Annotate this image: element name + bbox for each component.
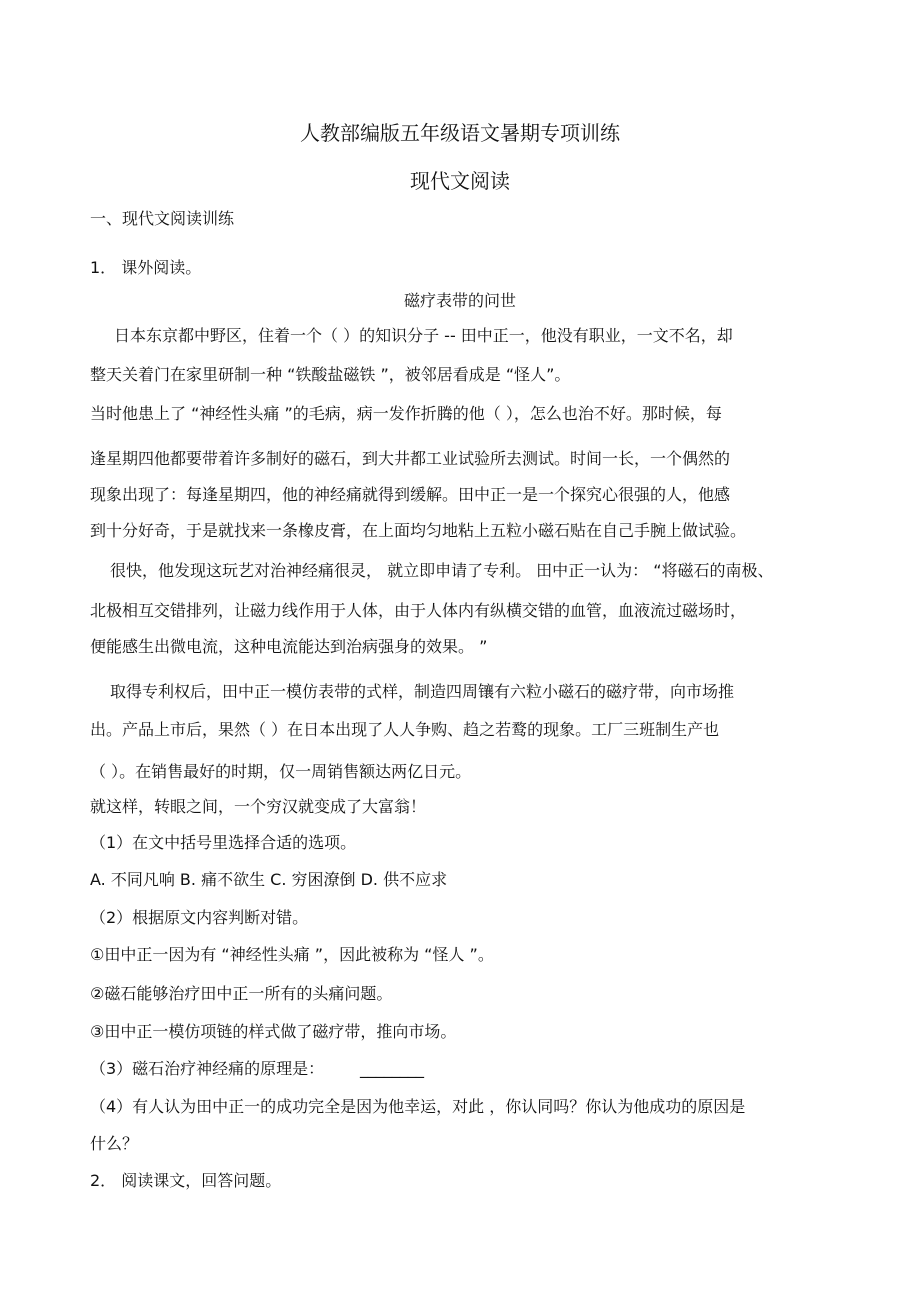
passage-title: 磁疗表带的问世 (403, 291, 516, 310)
document-title: 人教部编版五年级语文暑期专项训练 (300, 121, 620, 145)
passage-line: 就这样，转眼之间，一个穷汉就变成了大富翁！ (90, 797, 427, 816)
question-2-intro: 2． 阅读课文，回答问题。 (90, 1171, 282, 1190)
passage-line: 便能感生出微电流，这种电流能达到治病强身的效果。 ” (90, 637, 488, 656)
passage-line: 很快，他发现这玩艺对治神经痛很灵， 就立即申请了专利。 田中正一认为： “将磁石的南极、 (110, 561, 774, 580)
sub-question-1: （1）在文中括号里选择合适的选项。 (90, 833, 357, 852)
passage-line: 取得专利权后，田中正一模仿表带的式样，制造四周镶有六粒小磁石的磁疗带，向市场推 (110, 682, 735, 701)
section-heading: 一、现代文阅读训练 (90, 209, 235, 228)
passage-line: 当时他患上了 “神经性头痛 ”的毛病，病一发作折腾的他（ ），怎么也治不好。那时候，每 (90, 404, 722, 423)
answer-blank: ________ (360, 1059, 424, 1078)
passage-line: 出。产品上市后，果然（ ）在日本出现了人人争购、趋之若鹜的现象。工厂三班制生产也 (90, 720, 720, 739)
passage-line: 北极相互交错排列，让磁力线作用于人体，由于人体内有纵横交错的血管，血液流过磁场时， (90, 601, 747, 620)
sub-question-4: （4）有人认为田中正一的成功完全是因为他幸运，对此 ，你认同吗？你认为他成功的原因是 (90, 1097, 746, 1116)
passage-line: （ ）。在销售最好的时期，仅一周销售额达两亿日元。 (90, 762, 472, 781)
judgement-item-3: ③田中正一模仿项链的样式做了磁疗带，推向市场。 (90, 1022, 457, 1041)
answer-options: A. 不同凡响 B. 痛不欲生 C. 穷困潦倒 D. 供不应求 (90, 870, 448, 889)
sub-question-2: （2）根据原文内容判断对错。 (90, 908, 309, 927)
document-subtitle: 现代文阅读 (410, 169, 510, 193)
question-1-intro: 1． 课外阅读。 (90, 258, 202, 277)
judgement-item-1: ①田中正一因为有 “神经性头痛 ”，因此被称为 “怪人 ”。 (90, 945, 494, 964)
judgement-item-2: ②磁石能够治疗田中正一所有的头痛问题。 (90, 984, 393, 1003)
passage-line: 到十分好奇，于是就找来一条橡皮膏，在上面均匀地粘上五粒小磁石贴在自己手腕上做试验。 (90, 521, 747, 540)
passage-line: 现象出现了：每逢星期四，他的神经痛就得到缓解。田中正一是一个探究心很强的人，他感 (90, 485, 731, 504)
passage-line: 整天关着门在家里研制一种 “铁酸盐磁铁 ”，被邻居看成是 “怪人”。 (90, 365, 571, 384)
passage-line: 逢星期四他都要带着许多制好的磁石，到大井都工业试验所去测试。时间一长，一个偶然的 (90, 449, 731, 468)
sub-question-3: （3）磁石治疗神经痛的原理是： (90, 1059, 325, 1078)
passage-line: 日本东京都中野区，住着一个（ ）的知识分子 -- 田中正一，他没有职业，一文不名，却 (114, 326, 733, 345)
sub-question-4-continued: 什么？ (90, 1134, 139, 1153)
